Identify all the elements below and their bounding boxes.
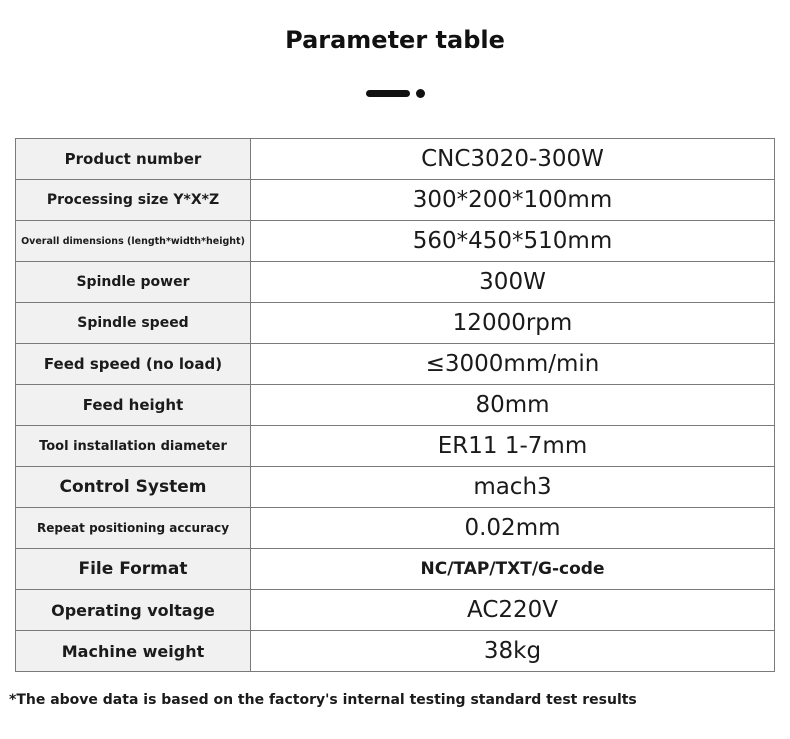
table-row: [16, 385, 775, 426]
row-value-repeat-positioning-accuracy: 0.02mm: [251, 508, 775, 549]
divider-bar: [366, 90, 410, 97]
row-value-file-format: NC/TAP/TXT/G-code: [251, 549, 775, 590]
row-label-tool-installation-diameter: Tool installation diameter: [16, 426, 251, 467]
row-label-processing-size: Processing size Y*X*Z: [16, 180, 251, 221]
table-row: [16, 139, 775, 180]
row-label-spindle-speed: Spindle speed: [16, 303, 251, 344]
table-row: [16, 467, 775, 508]
row-label-product-number: Product number: [16, 139, 251, 180]
table-row: [16, 508, 775, 549]
table-row: [16, 262, 775, 303]
row-value-overall-dimensions: 560*450*510mm: [251, 221, 775, 262]
row-value-machine-weight: 38kg: [251, 631, 775, 672]
row-value-feed-speed: ≤3000mm/min: [251, 344, 775, 385]
table-row: [16, 344, 775, 385]
table-row: [16, 549, 775, 590]
parameter-table: [15, 138, 775, 672]
row-label-spindle-power: Spindle power: [16, 262, 251, 303]
row-value-processing-size: 300*200*100mm: [251, 180, 775, 221]
table-row: [16, 180, 775, 221]
row-value-feed-height: 80mm: [251, 385, 775, 426]
row-label-overall-dimensions: Overall dimensions (length*width*height): [16, 221, 251, 262]
row-label-file-format: File Format: [16, 549, 251, 590]
row-label-repeat-positioning-accuracy: Repeat positioning accuracy: [16, 508, 251, 549]
row-label-machine-weight: Machine weight: [16, 631, 251, 672]
table-row: [16, 303, 775, 344]
row-value-tool-installation-diameter: ER11 1-7mm: [251, 426, 775, 467]
page-title: Parameter table: [285, 26, 505, 54]
divider-dot: [416, 89, 425, 98]
row-value-operating-voltage: AC220V: [251, 590, 775, 631]
table-row: [16, 426, 775, 467]
row-label-feed-height: Feed height: [16, 385, 251, 426]
table-row: [16, 631, 775, 672]
table-row: [16, 221, 775, 262]
title-divider: [366, 89, 430, 99]
row-value-spindle-speed: 12000rpm: [251, 303, 775, 344]
row-value-product-number: CNC3020-300W: [251, 139, 775, 180]
row-value-spindle-power: 300W: [251, 262, 775, 303]
row-label-feed-speed: Feed speed (no load): [16, 344, 251, 385]
footnote: *The above data is based on the factory's internal testing standard test results: [9, 692, 637, 708]
row-label-operating-voltage: Operating voltage: [16, 590, 251, 631]
table-row: [16, 590, 775, 631]
row-value-control-system: mach3: [251, 467, 775, 508]
row-label-control-system: Control System: [16, 467, 251, 508]
